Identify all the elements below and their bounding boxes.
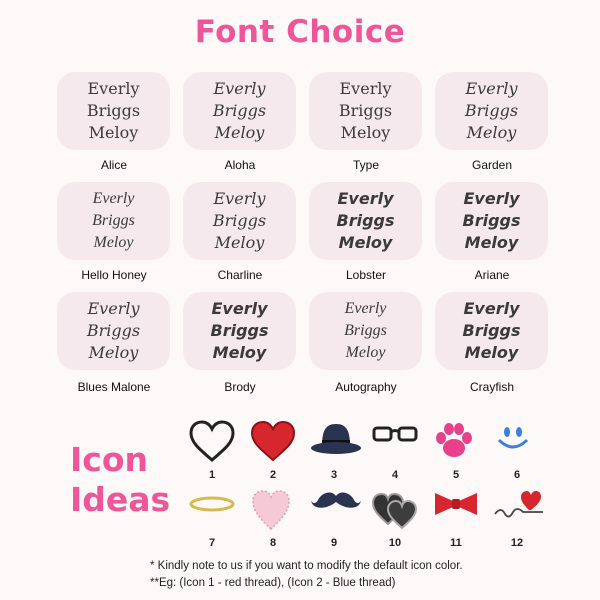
- double-heart-icon[interactable]: [367, 488, 423, 544]
- note-line-2: **Eg: (Icon 1 - red thread), (Icon 2 - Blue thread): [150, 577, 396, 589]
- red-heart-icon[interactable]: [245, 420, 301, 476]
- font-sample-line: Meloy: [212, 343, 267, 362]
- font-sample-line: Briggs: [92, 212, 135, 229]
- font-sample-line: Briggs: [212, 211, 267, 230]
- font-sample-line: Briggs: [86, 101, 141, 120]
- paw-print-icon[interactable]: [428, 420, 484, 476]
- font-sample-line: Everly: [87, 299, 140, 318]
- font-name-label: Garden: [471, 158, 513, 172]
- halo-icon[interactable]: [184, 488, 240, 544]
- mustache-icon[interactable]: [306, 488, 362, 544]
- icon-ideas-title: [70, 440, 171, 520]
- font-sample-line: Meloy: [464, 233, 519, 252]
- font-sample-line: Everly: [213, 189, 266, 208]
- font-name-label: Blues Malone: [77, 380, 151, 394]
- heart-swirl-icon[interactable]: [489, 488, 545, 544]
- icon-number: 1: [208, 469, 216, 481]
- font-sample-line: Briggs: [210, 321, 269, 340]
- font-card[interactable]: [309, 292, 422, 370]
- font-sample-line: Meloy: [338, 233, 393, 252]
- icon-number: 9: [330, 537, 338, 549]
- font-sample-line: Everly: [211, 299, 268, 318]
- font-sample-line: Meloy: [345, 344, 386, 361]
- icon-number: 4: [391, 469, 399, 481]
- font-card[interactable]: [183, 182, 296, 260]
- font-sample-line: Everly: [87, 79, 140, 98]
- font-sample-line: Meloy: [340, 123, 391, 142]
- heart-outline-icon[interactable]: [184, 420, 240, 476]
- icon-number: 5: [452, 469, 460, 481]
- font-card[interactable]: [57, 182, 170, 260]
- font-sample-line: Everly: [92, 190, 135, 207]
- icon-number: 11: [450, 537, 462, 549]
- icon-number: 3: [330, 469, 338, 481]
- font-sample-line: Briggs: [464, 101, 519, 120]
- page-title: Font Choice: [194, 14, 406, 50]
- font-name-label: Brody: [224, 380, 256, 394]
- font-sample-line: Meloy: [88, 343, 139, 362]
- note-line-1: * Kindly note to us if you want to modify the default icon color.: [150, 560, 463, 572]
- font-card[interactable]: [183, 72, 296, 150]
- font-card[interactable]: [435, 182, 548, 260]
- fedora-hat-icon[interactable]: [306, 420, 362, 476]
- font-sample-line: Meloy: [88, 123, 139, 142]
- font-sample-line: Briggs: [336, 211, 395, 230]
- font-name-label: Type: [352, 158, 379, 172]
- font-name-label: Aloha: [224, 158, 256, 172]
- font-sample-line: Meloy: [214, 233, 265, 252]
- font-card[interactable]: [309, 182, 422, 260]
- icon-number: 8: [269, 537, 277, 549]
- font-sample-line: Meloy: [464, 343, 519, 362]
- font-sample-line: Everly: [344, 300, 387, 317]
- icon-number: 2: [269, 469, 277, 481]
- font-name-label: Ariane: [474, 268, 510, 282]
- font-sample-line: Everly: [339, 79, 392, 98]
- font-sample-line: Everly: [463, 189, 520, 208]
- font-sample-line: Meloy: [466, 123, 517, 142]
- font-name-label: Lobster: [345, 268, 387, 282]
- font-sample-line: Meloy: [214, 123, 265, 142]
- font-name-label: Charline: [217, 268, 263, 282]
- font-name-label: Autography: [335, 380, 397, 394]
- font-sample-line: Briggs: [338, 101, 393, 120]
- font-card[interactable]: [57, 292, 170, 370]
- font-card[interactable]: [435, 292, 548, 370]
- font-card[interactable]: [435, 72, 548, 150]
- icon-number: 12: [510, 537, 524, 549]
- font-sample-line: Everly: [463, 299, 520, 318]
- bow-tie-icon[interactable]: [428, 488, 484, 544]
- font-sample-line: Everly: [465, 79, 518, 98]
- font-sample-line: Meloy: [93, 234, 134, 251]
- font-name-label: Hello Honey: [81, 268, 147, 282]
- font-sample-line: Everly: [213, 79, 266, 98]
- icon-title-line2: Ideas: [70, 480, 171, 519]
- font-name-label: Alice: [100, 158, 127, 172]
- font-card[interactable]: [309, 72, 422, 150]
- font-card[interactable]: [57, 72, 170, 150]
- icon-number: 7: [208, 537, 216, 549]
- font-sample-line: Briggs: [462, 211, 521, 230]
- icon-number: 6: [513, 469, 521, 481]
- font-sample-line: Everly: [337, 189, 394, 208]
- smiley-face-icon[interactable]: [489, 420, 545, 476]
- font-sample-line: Briggs: [212, 101, 267, 120]
- glasses-icon[interactable]: [367, 420, 423, 476]
- icon-title-line1: Icon: [70, 440, 149, 479]
- font-name-label: Crayfish: [469, 380, 514, 394]
- pink-heart-icon[interactable]: [245, 488, 301, 544]
- font-sample-line: Briggs: [344, 322, 387, 339]
- font-card[interactable]: [183, 292, 296, 370]
- font-sample-line: Briggs: [462, 321, 521, 340]
- font-sample-line: Briggs: [86, 321, 141, 340]
- icon-number: 10: [388, 537, 402, 549]
